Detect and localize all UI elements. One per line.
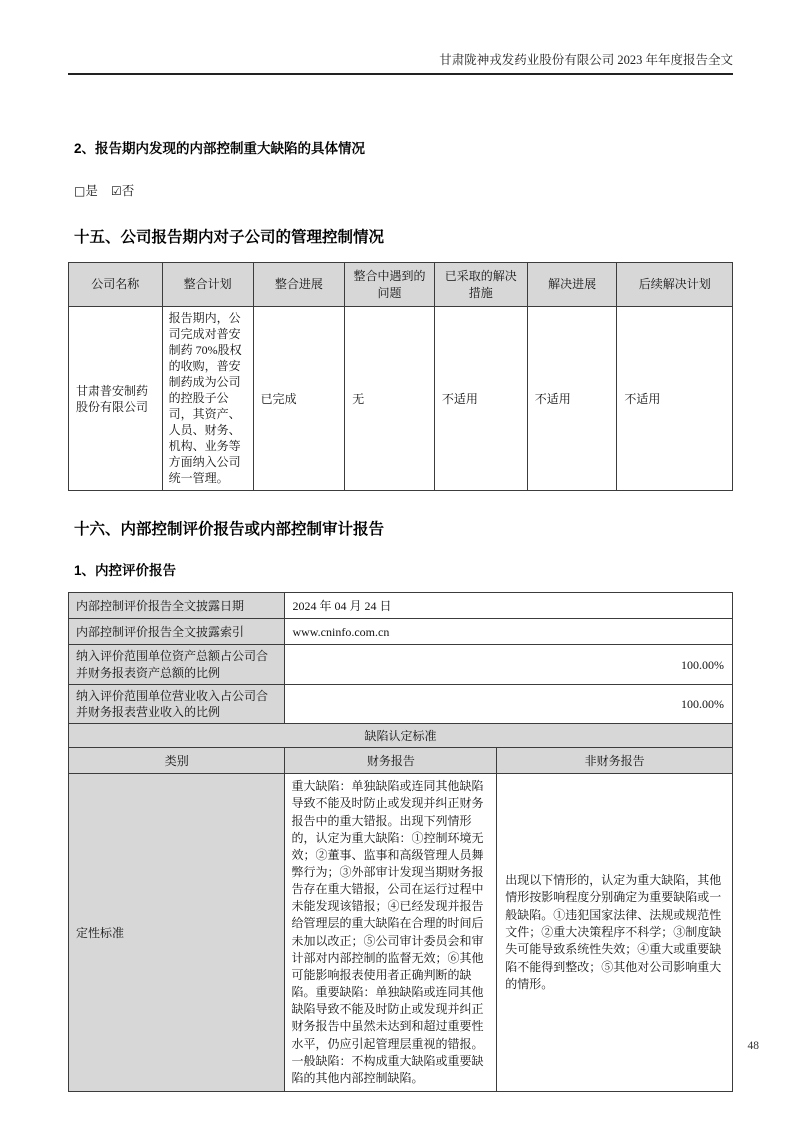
qualitative-financial-text: 重大缺陷：单独缺陷或连同其他缺陷导致不能及时防止或发现并纠正财务报告中的重大错报。出现下列情形的，认定为重大缺陷：①控制环境无效；②董事、监事和高级管理人员舞弊行为；③外部审计发现当期财务报告存在重大错报，公司在运行过程中未能发现该错报；④已经发现并报告给管理层的重大缺陷在合理的时间后未加以改正；⑤公司审计委员会和审计部对内部控制的监督无效；⑥其他可能影响报表使用者正确判断的缺陷。重要缺陷：单独缺陷或连同其他缺陷导致不能及时防止或发现并纠正财务报告中虽然未达到和超过重要性水平，仍应引起管理层重视的错报。一般缺陷：不构成重大缺陷或重要缺陷的其他内部控制缺陷。	[285, 774, 497, 1092]
table-row	[69, 724, 733, 748]
option-no	[111, 184, 134, 198]
table-row	[69, 593, 733, 619]
col-problems: 整合中遇到的问题	[345, 263, 435, 307]
header-title: 甘肃陇神戎发药业股份有限公司 2023 年年度报告全文	[439, 53, 733, 67]
revenue-ratio-label: 纳入评价范围单位营业收入占公司合并财务报表营业收入的比例	[69, 684, 285, 723]
defect-standard-band: 缺陷认定标准	[69, 724, 733, 748]
table-row	[69, 307, 733, 491]
cell-problems: 无	[345, 307, 435, 491]
cell-integration-progress: 已完成	[253, 307, 345, 491]
internal-control-evaluation-table	[68, 592, 733, 1092]
disclosure-date-value: 2024 年 04 月 24 日	[285, 593, 733, 619]
subsidiary-control-table	[68, 262, 733, 491]
defect-yes-no-row	[74, 181, 733, 199]
col-integration-progress: 整合进展	[253, 263, 345, 307]
table-row	[69, 619, 733, 645]
asset-ratio-value: 100.00%	[285, 645, 733, 684]
table-row	[69, 774, 733, 1092]
table-header-row	[69, 263, 733, 307]
checkbox-unchecked-icon: □	[74, 184, 86, 198]
category-header: 类别	[69, 748, 285, 774]
table-row	[69, 645, 733, 684]
disclosure-index-value: www.cninfo.com.cn	[285, 619, 733, 645]
option-yes-label: 是	[85, 184, 98, 198]
section-defect-title: 2、报告期内发现的内部控制重大缺陷的具体情况	[74, 141, 366, 156]
nonfinancial-report-header: 非财务报告	[497, 748, 733, 774]
col-followup-plan: 后续解决计划	[617, 263, 733, 307]
col-measures: 已采取的解决措施	[434, 263, 527, 307]
option-no-label: 否	[121, 184, 135, 198]
financial-report-header: 财务报告	[285, 748, 497, 774]
section-15-title: 十五、公司报告期内对子公司的管理控制情况	[74, 229, 385, 246]
asset-ratio-label: 纳入评价范围单位资产总额占公司合并财务报表资产总额的比例	[69, 645, 285, 684]
section-16-title: 十六、内部控制评价报告或内部控制审计报告	[74, 521, 385, 539]
revenue-ratio-value: 100.00%	[285, 684, 733, 723]
page-number: 48	[747, 1040, 759, 1052]
disclosure-index-label: 内部控制评价报告全文披露索引	[69, 619, 285, 645]
cell-integration-plan: 报告期内，公司完成对普安制药 70%股权的收购，普安制药成为公司的控股子公司，其资产、人员、财务、机构、业务等方面纳入公司统一管理。	[162, 307, 253, 491]
cell-measures: 不适用	[434, 307, 527, 491]
col-company-name: 公司名称	[69, 263, 163, 307]
cell-resolution-progress: 不适用	[527, 307, 617, 491]
cell-company-name: 甘肃普安制药股份有限公司	[69, 307, 163, 491]
section-16-subtitle: 1、内控评价报告	[74, 563, 177, 579]
table-row	[69, 748, 733, 774]
qualitative-nonfinancial-text: 出现以下情形的，认定为重大缺陷，其他情形按影响程度分别确定为重要缺陷或一般缺陷。①违犯国家法律、法规或规范性文件；②重大决策程序不科学；③制度缺失可能导致系统性失效；④重大或重要缺陷不能得到整改；⑤其他对公司影响重大的情形。	[497, 774, 733, 1092]
table-row	[69, 684, 733, 723]
cell-followup-plan: 不适用	[617, 307, 733, 491]
document-header	[68, 50, 733, 75]
checkbox-checked-icon: ☑	[110, 184, 122, 198]
disclosure-date-label: 内部控制评价报告全文披露日期	[69, 593, 285, 619]
qualitative-standard-label: 定性标准	[69, 774, 285, 1092]
option-yes	[74, 184, 98, 198]
col-resolution-progress: 解决进展	[527, 263, 617, 307]
col-integration-plan: 整合计划	[162, 263, 253, 307]
